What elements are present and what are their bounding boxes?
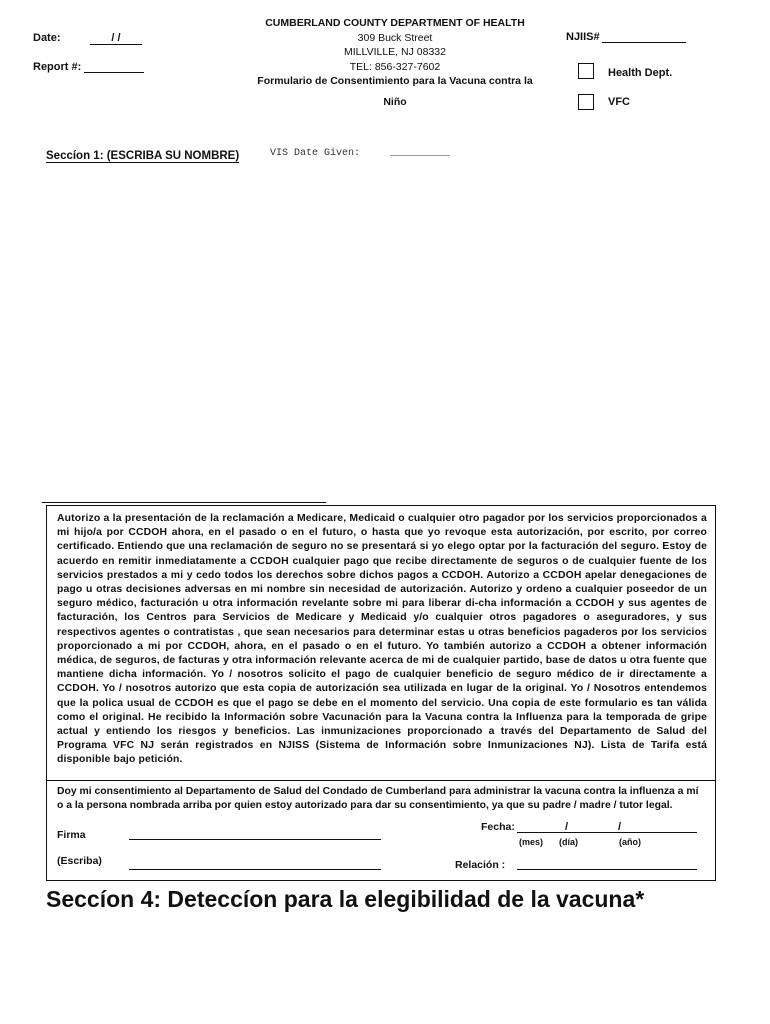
fecha-label: Fecha: [481,821,515,833]
fecha-field[interactable] [517,832,697,833]
authorization-text: Autorizo a la presentación de la reclamación a Medicare, Medicaid o cualquier otro pagador por los servicios proporcionados a mi hijo/a por CCDOH ahora, en el pasado o en el futuro, o hasta que yo revoque esta autorización, por escrito, por correo certificado. Entiendo que una reclamación de seguro no se presentará si yo elego optar por la facturación del seguro. Estoy de acuerdo en remitir inmediatamente a CCDOH cualquier pago que recibe directamente de seguros o de cualquier fuente de los servicios prestados a mi y cedo todos los derechos sobre dichos pagos a CCDOH. Autorizo a CCDOH apelar denegaciones de pago u otras decisiones adversas en mi nombre sin necesidad de autorización. Autorizo y ordeno a cualquier poseedor de un seguro médico, facturación u otra información revelante sobre mi para liberar di-cha información a CCDOH y sus agentes de facturación, los Centros para Servicios de Medicare y Medicaid y/o cualquier otros pagadores o aseguradores, y sus respectivos agentes o contratistas , que sean necesarios para determinar estas u otras beneficios pagaderos por los servicios proporcionado a mi por CCDOH, ahora, en el pasado o en el futuro. Yo también autorizo a CCDOH a obtener información médica, de seguros, de facturas y otra información relevante acerca de mi de cualquier partido, base de datos u otra fuente que mantiene dicha información. Yo / nosotros solicito el pago de cualquier beneficio de seguro médico de ir directamente a CCDOH. Yo / nosotros autorizo que esta copia de autorización sea utilizada en lugar de la original. Yo / Nosotros entendemos que la polica usual de CCDOH es que el pago se debe en el momento del servicio. Una copia de este formulario es tan válida como el original. He recibido la Información sobre Vacunación para la Vacuna contra la Influenza para la temporada de gripe actual y entiendo los riesgos y beneficios. Las inmunizaciones proporcionado a través del Departamento de Salud del Programa VFC NJ serán registrados en NJISS (Sistema de Información sobre Inmunizaciones NJ). Lista de Tarifa está disponible bajo petición. [57,513,707,766]
org-address-2: MILLVILLE, NJ 08332 [344,46,446,58]
report-label: Report #: [33,61,82,73]
vfc-checkbox[interactable] [578,94,594,110]
name-signature-line [42,502,326,503]
dia-label: (día) [559,837,578,847]
relacion-label: Relación : [455,859,506,871]
fecha-slash-1: / [565,821,569,833]
org-header [230,16,560,109]
form-title-line-2: Niño [383,95,407,108]
consent-text: Doy mi consentimiento al Departamento de Salud del Condado de Cumberland para administrar la vacuna contra la influenza a mí o a la persona nombrada arriba por quien estoy autorizado para dar su consentimiento, ya que su padre / madre / tutor legal. [57,786,699,811]
fecha-slash-2: / [618,821,622,833]
consent-box [46,781,716,881]
health-dept-checkbox[interactable] [578,63,594,79]
vis-date-field[interactable]: __________ [390,148,451,159]
form-title-line-1: Formulario de Consentimiento para la Vacuna contra la [257,75,533,87]
njiis-field[interactable] [602,31,686,43]
escriba-name-line[interactable] [129,869,381,870]
escriba-label: (Escriba) [57,855,102,867]
mes-label: (mes) [519,837,544,847]
relacion-field[interactable] [517,869,697,870]
authorization-box [46,505,716,781]
ano-label: (año) [619,837,641,847]
health-dept-label: Health Dept. [608,67,673,79]
org-phone: TEL: 856-327-7602 [349,60,441,73]
date-label: Date: [33,32,61,44]
report-number-field[interactable] [84,61,144,73]
section-1-title: Seccíon 1: (ESCRIBA SU NOMBRE) [46,150,240,162]
vfc-label: VFC [608,96,630,108]
firma-label: Firma [57,829,86,841]
org-name: CUMBERLAND COUNTY DEPARTMENT OF HEALTH [265,17,525,29]
section-4-title: Seccíon 4: Deteccíon para la elegibilidad de la vacuna* [46,886,645,912]
vis-date-label: VIS Date Given: [270,148,361,159]
firma-signature-line[interactable] [129,839,381,840]
org-address-1: 309 Buck Street [357,31,433,44]
njiis-label: NJIIS# [566,31,600,43]
date-field[interactable]: / / [90,32,142,45]
